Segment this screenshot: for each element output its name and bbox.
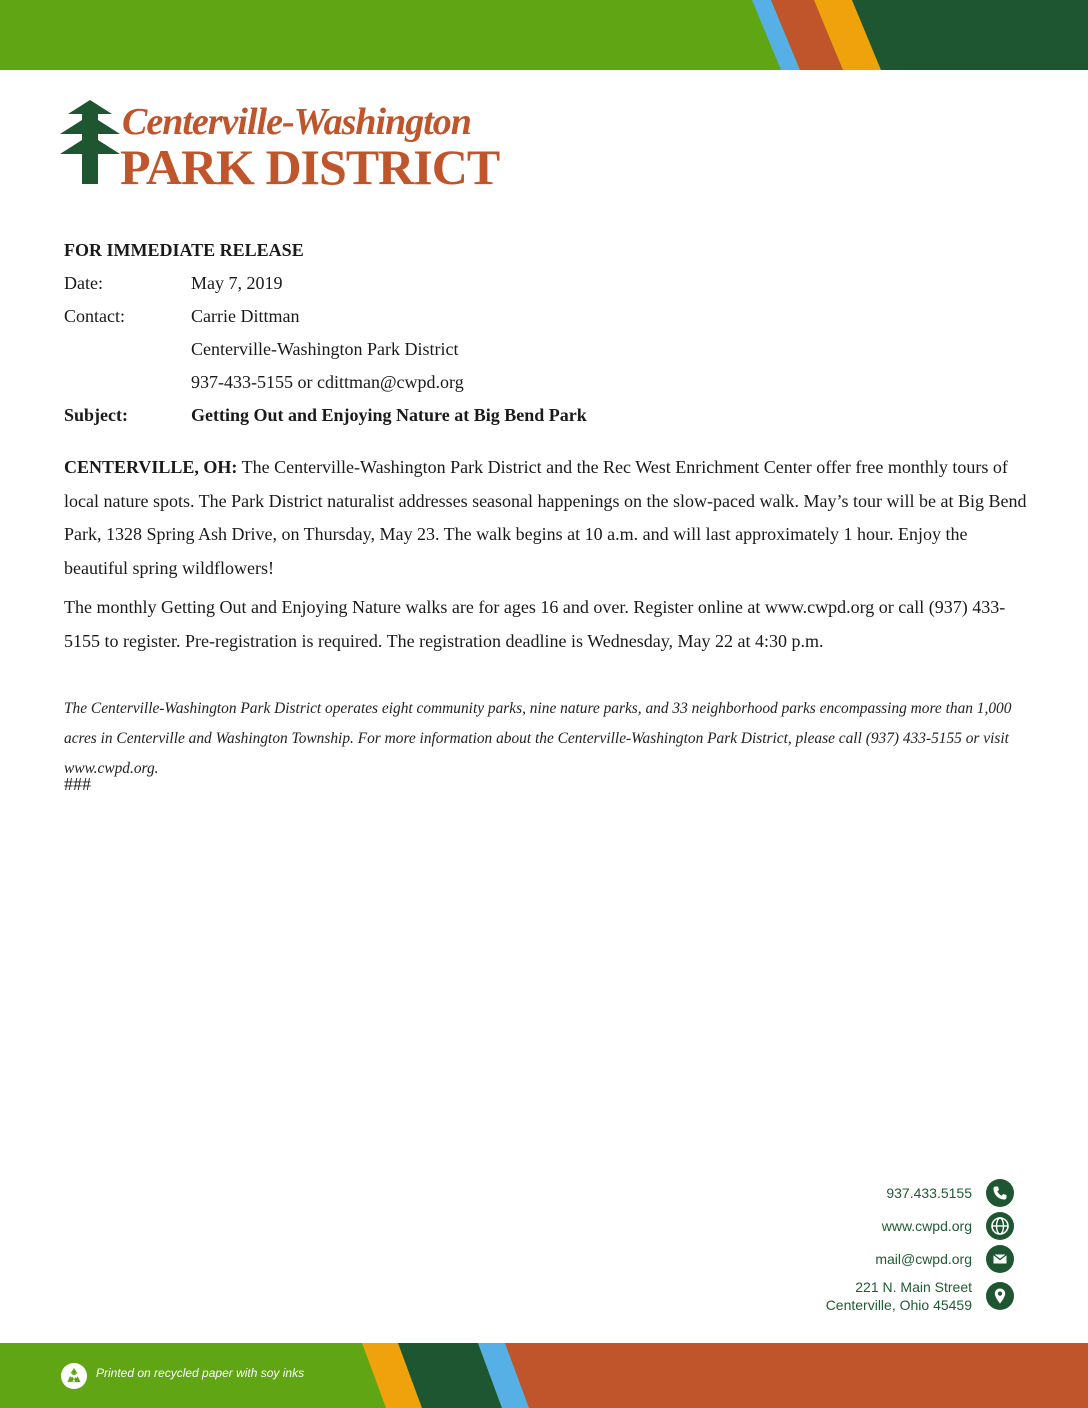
footer-email-row — [875, 1245, 1014, 1273]
subject-label: Subject: — [64, 405, 128, 425]
boilerplate: The Centerville-Washington Park District operates eight community parks, nine nature parks, and 33 neighborhood parks encompassing more than 1,000 acres in Centerville and Washington Township. For more information about the Centerville-Washington Park District, please call (937) 433-5155 or visit www.cwpd.org. — [64, 700, 1012, 777]
release-heading: FOR IMMEDIATE RELEASE — [64, 240, 304, 260]
contact-phone-row — [64, 370, 1024, 403]
end-marks: ### — [64, 774, 91, 794]
contact-name: Carrie Dittman — [191, 306, 300, 326]
paragraph-2: The monthly Getting Out and Enjoying Nature walks are for ages 16 and over. Register online at www.cwpd.org or call (937) 433-5155 to register. Pre-registration is required. The registration deadline is Wednesday, May 22 at 4:30 p.m. — [64, 597, 1006, 651]
footer-website: www.cwpd.org — [881, 1218, 972, 1234]
paragraph-1 — [64, 451, 1029, 585]
phone-icon — [986, 1179, 1014, 1207]
press-release-body — [64, 451, 1029, 658]
tree-logo-icon — [58, 100, 122, 184]
footer-email: mail@cwpd.org — [875, 1251, 972, 1267]
date-row — [64, 271, 1024, 304]
contact-phone-email: 937-433-5155 or cdittman@cwpd.org — [191, 372, 464, 392]
contact-org: Centerville-Washington Park District — [191, 339, 459, 359]
dateline: CENTERVILLE, OH: — [64, 457, 238, 477]
logo-title-line2: PARK DISTRICT — [120, 139, 500, 195]
footer-website-row — [882, 1212, 1014, 1240]
logo-title-line1: Centerville-Washington — [122, 101, 471, 143]
footer-address-line1: 221 N. Main Street — [855, 1279, 972, 1295]
park-district-logo — [58, 100, 528, 195]
contact-org-row — [64, 337, 1024, 370]
mail-icon — [986, 1245, 1014, 1273]
recycle-icon — [60, 1362, 88, 1390]
contact-row — [64, 304, 1024, 337]
globe-icon — [986, 1212, 1014, 1240]
printed-note: Printed on recycled paper with soy inks — [96, 1366, 305, 1380]
paragraph-1-text: The Centerville-Washington Park District and the Rec West Enrichment Center offer free monthly tours of local nature spots. The Park District naturalist addresses seasonal happenings on the slow-paced walk. May’s tour will be at Big Bend Park, 1328 Spring Ash Drive, on Thursday, May 23. The walk begins at 10 a.m. and will last approximately 1 hour. Enjoy the beautiful spring wildflowers! — [64, 457, 1027, 578]
top-color-band — [0, 0, 1088, 70]
date-value: May 7, 2019 — [191, 273, 283, 293]
contact-label: Contact: — [64, 306, 125, 326]
date-label: Date: — [64, 273, 103, 293]
footer-phone: 937.433.5155 — [886, 1185, 972, 1201]
subject-value: Getting Out and Enjoying Nature at Big Bend Park — [191, 405, 587, 425]
footer-address-line2: Centerville, Ohio 45459 — [825, 1297, 972, 1313]
footer-address-row — [826, 1278, 1014, 1314]
subject-row — [64, 403, 1024, 436]
footer-phone-row — [886, 1179, 1014, 1207]
release-header — [64, 238, 1024, 436]
location-pin-icon — [986, 1282, 1014, 1310]
footer-address — [826, 1278, 972, 1314]
